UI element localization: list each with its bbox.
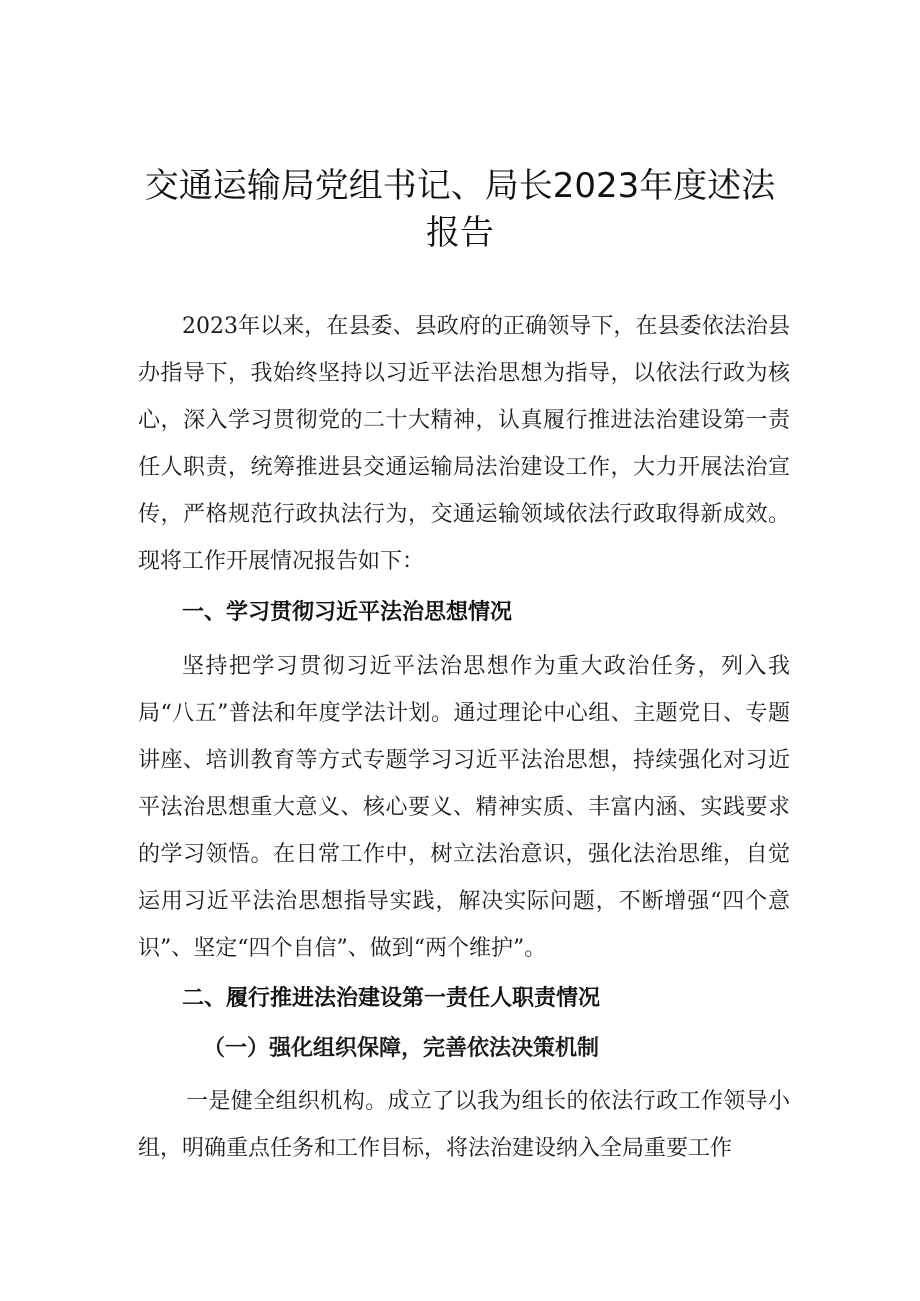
document-title-line-1: 交通运输局党组书记、局长2023年度述法 [144, 166, 776, 206]
section-2-sub-1-paragraph: 一是健全组织机构。成立了以我为组长的依法行政工作领导小组，明确重点任务和工作目标，将法治建设纳入全局重要工作 [138, 1089, 790, 1161]
section-2-heading: 二、履行推进法治建设第一责任人职责情况 [182, 986, 601, 1011]
document-title-line-2: 报告 [426, 213, 494, 253]
section-1-heading: 一、学习贯彻习近平法治思想情况 [182, 600, 513, 625]
section-1-paragraph: 坚持把学习贯彻习近平法治思想作为重大政治任务，列入我局“八五”普法和年度学法计划。通过理论中心组、主题党日、专题讲座、培训教育等方式专题学习习近平法治思想，持续强化对习近平法治思想重大意义、核心要义、精神实质、丰富内涵、实践要求的学习领悟。在日常工作中，树立法治意识，强化法治思维，自觉运用习近平法治思想指导实践，解决实际问题，不断增强“四个意识”、坚定“四个自信”、做到“两个维护”。 [138, 654, 790, 961]
intro-paragraph: 2023年以来，在县委、县政府的正确领导下，在县委依法治县办指导下，我始终坚持以习近平法治思想为指导，以依法行政为核心，深入学习贯彻党的二十大精神，认真履行推进法治建设第一责任人职责，统筹推进县交通运输局法治建设工作，大力开展法治宣传，严格规范行政执法行为，交通运输领域依法行政取得新成效。现将工作开展情况报告如下： [138, 314, 790, 574]
section-2-subheading-1: （一）强化组织保障，完善依法决策机制 [203, 1035, 600, 1061]
